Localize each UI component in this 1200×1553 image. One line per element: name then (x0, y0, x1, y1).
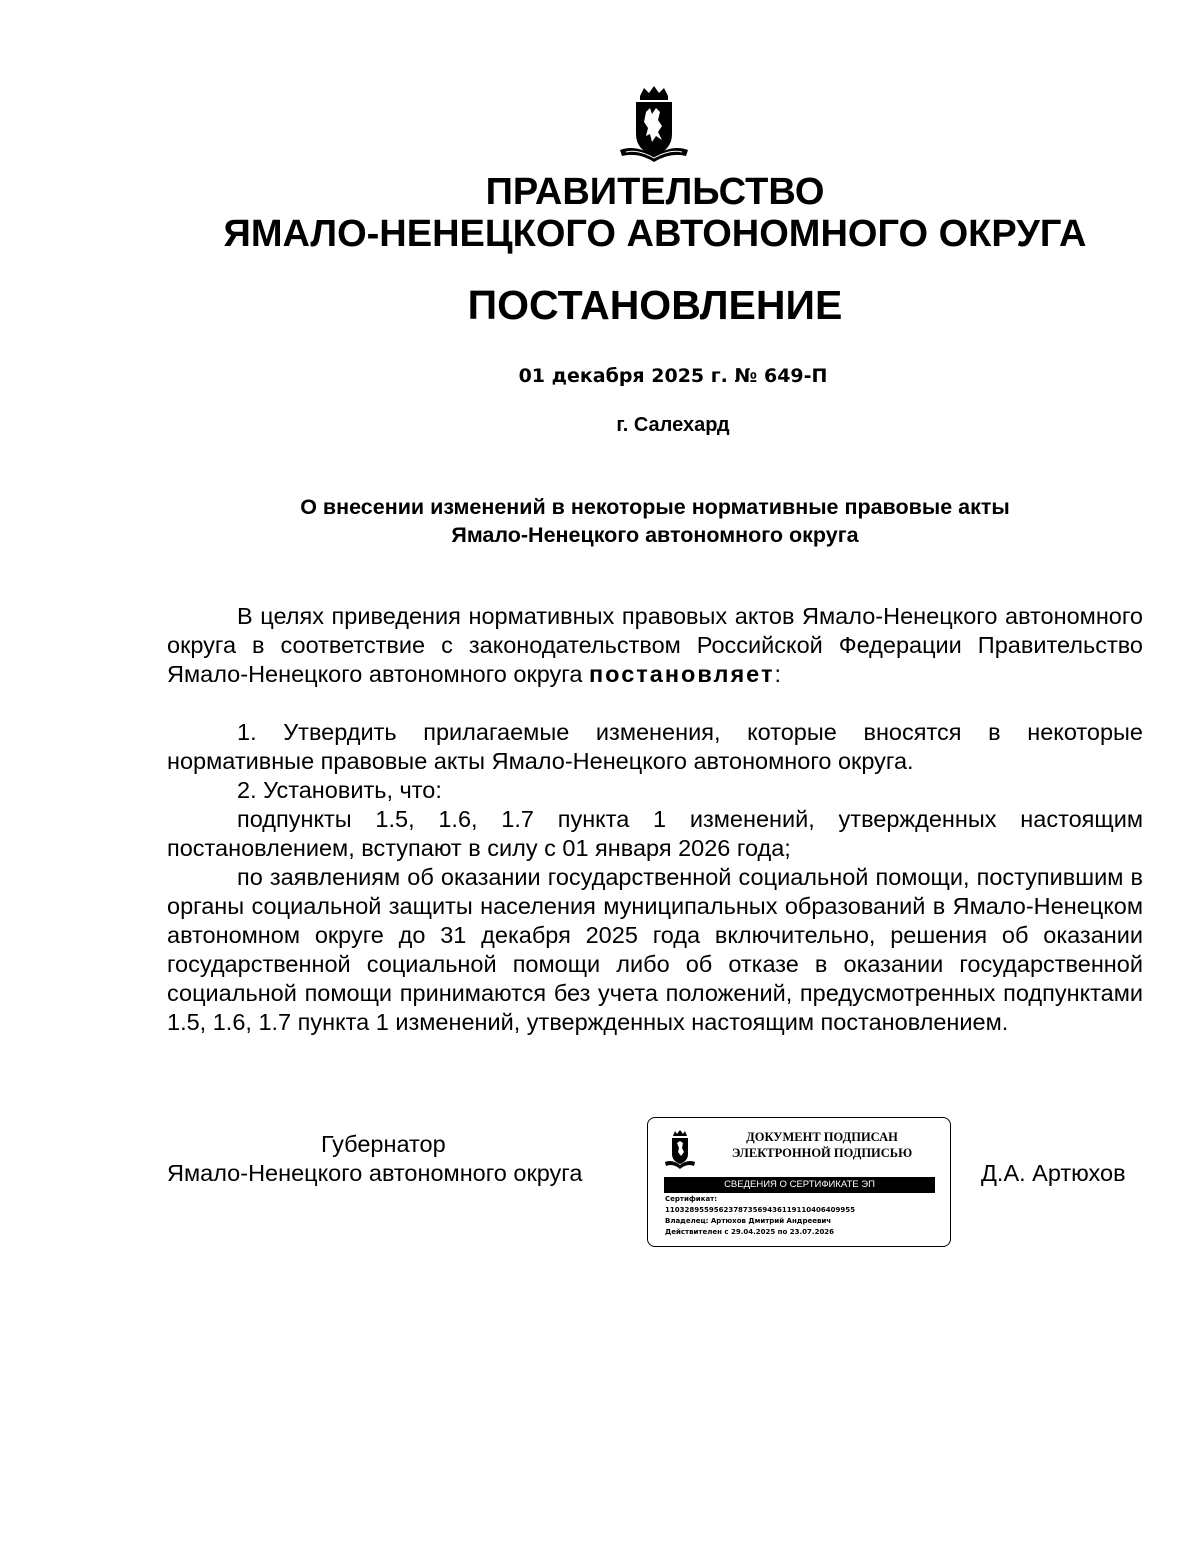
coat-of-arms-icon (664, 1130, 696, 1170)
electronic-signature-stamp (647, 1117, 951, 1247)
document-type: ПОСТАНОВЛЕНИЕ (467, 282, 843, 328)
organization-name: ПРАВИТЕЛЬСТВО (485, 171, 825, 213)
stamp-heading-line-2: ЭЛЕКТРОННОЙ ПОДПИСЬЮ (731, 1146, 913, 1160)
item-1: 1. Утвердить прилагаемые изменения, которые вносятся в некоторые нормативные правовые акты Ямало-Ненецкого автономного округа. (167, 719, 1143, 774)
organization-name-region: ЯМАЛО-НЕНЕЦКОГО АВТОНОМНОГО ОКРУГА (223, 213, 1087, 255)
signatory-title-line-2: Ямало-Ненецкого автономного округа (167, 1160, 583, 1186)
preamble-keyword: постановляет (588, 661, 775, 687)
stamp-certificate-number: 110328955956237873569436119110406409955 (665, 1206, 855, 1214)
stamp-certificate-info (665, 1194, 855, 1238)
preamble-end: : (774, 661, 781, 687)
document-date-number: 01 декабря 2025 г. № 649-П (518, 365, 828, 387)
document-subject-line-2: Ямало-Ненецкого автономного округа (451, 523, 859, 547)
stamp-heading-line-1: ДОКУМЕНТ ПОДПИСАН (746, 1130, 898, 1144)
stamp-certificate-bar: СВЕДЕНИЯ О СЕРТИФИКАТЕ ЭП (664, 1177, 935, 1193)
document-body (167, 602, 1143, 1037)
signatory-title (167, 1130, 617, 1188)
stamp-validity: Действителен с 29.04.2025 по 23.07.2026 (665, 1228, 835, 1236)
item-2-paragraph-2: по заявлениям об оказании государственной социальной помощи, поступившим в органы социальной защиты населения муниципальных образований в Ямало-Ненецком автономном округе до 31 декабря 2025 года включительно, решения об оказании государственной социальной помощи либо об отказе в оказании государственной социальной помощи принимаются без учета положений, предусмотренных подпунктами 1.5, 1.6, 1.7 пункта 1 изменений, утвержденных настоящим постановлением. (167, 864, 1143, 1035)
document-city: г. Салехард (616, 414, 730, 436)
signatory-title-line-1: Губернатор (321, 1131, 446, 1157)
preamble-paragraph (167, 602, 1143, 689)
stamp-owner: Владелец: Артюхов Дмитрий Андреевич (665, 1217, 832, 1225)
stamp-certificate-label: Сертификат: (665, 1195, 718, 1203)
preamble-text: В целях приведения нормативных правовых актов Ямало-Ненецкого автономного округа в соответствие с законодательством Российской Федерации Правительство Ямало-Ненецкого автономного округа (167, 603, 1143, 687)
item-2: 2. Установить, что: (237, 777, 442, 803)
coat-of-arms-icon (616, 84, 692, 166)
signatory-name: Д.А. Артюхов (981, 1160, 1126, 1186)
item-2-paragraph-1: подпункты 1.5, 1.6, 1.7 пункта 1 изменений, утвержденных настоящим постановлением, вступают в силу с 01 января 2026 года; (167, 806, 1143, 861)
stamp-heading (706, 1129, 938, 1161)
document-subject-line-1: О внесении изменений в некоторые нормативные правовые акты (300, 495, 1010, 519)
